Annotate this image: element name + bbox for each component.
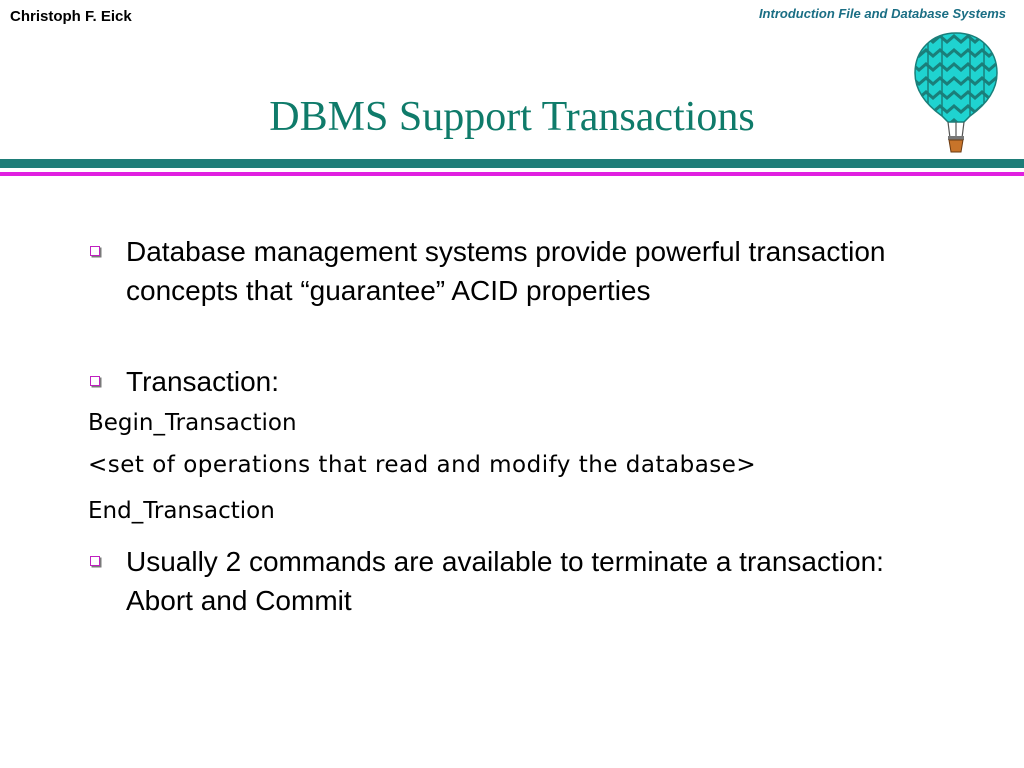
author-name: Christoph F. Eick: [10, 8, 132, 25]
square-bullet-icon: [90, 376, 100, 386]
bullet-text: Database management systems provide powerful transaction concepts that “guarantee” ACID properties: [126, 236, 886, 306]
divider-teal: [0, 159, 1024, 168]
bullet-text: Usually 2 commands are available to terminate a transaction: Abort and Commit: [126, 546, 884, 616]
code-line-end: End_Transaction: [88, 498, 275, 524]
code-line-begin: Begin_Transaction: [88, 410, 297, 436]
course-title: Introduction File and Database Systems: [758, 6, 1006, 21]
slide-title: DBMS Support Transactions: [269, 94, 755, 140]
square-bullet-icon: [90, 246, 100, 256]
bullet-text: Transaction:: [126, 366, 280, 397]
code-line-operations: <set of operations that read and modify the database>: [88, 452, 757, 478]
divider-magenta: [0, 172, 1024, 176]
square-bullet-icon: [90, 556, 100, 566]
